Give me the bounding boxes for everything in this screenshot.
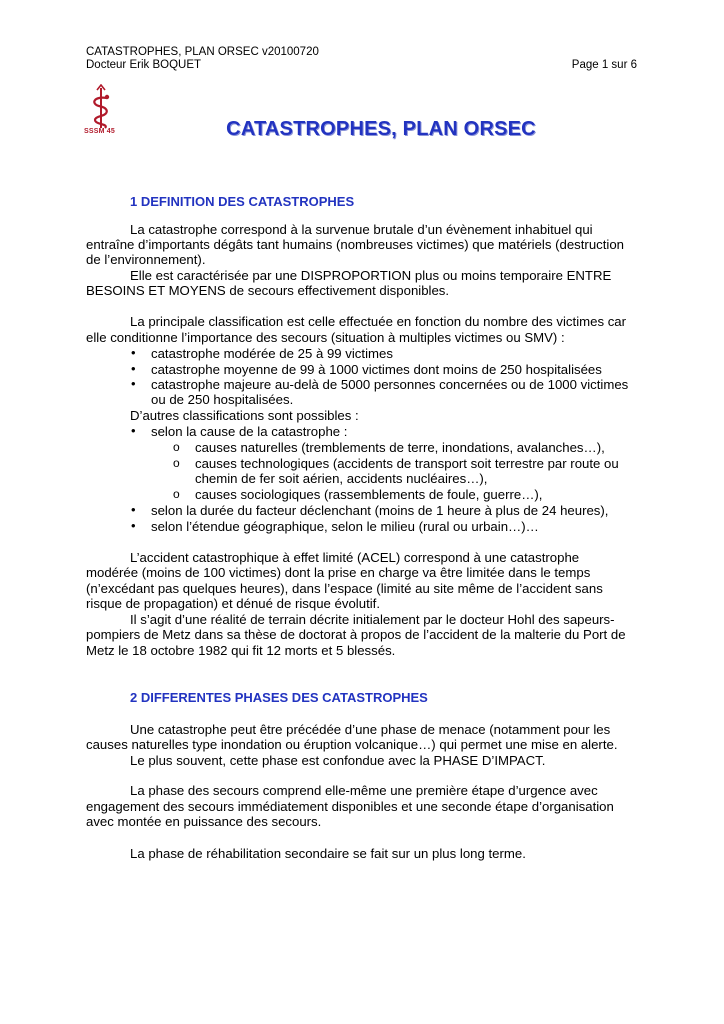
list-item: selon la cause de la catastrophe : bbox=[151, 424, 348, 439]
header-author: Docteur Erik BOQUET bbox=[86, 59, 202, 71]
s1-p1-line1: La catastrophe correspond à la survenue brutale d’un évènement inhabituel qui bbox=[130, 222, 593, 237]
list-item: catastrophe majeure au-delà de 5000 personnes concernées ou de 1000 victimes bbox=[151, 377, 629, 392]
sub-list-item-continuation: chemin de fer soit aérien, accidents nucléaires…), bbox=[195, 471, 488, 486]
header-doc-title: CATASTROPHES, PLAN ORSEC v20100720 bbox=[86, 46, 319, 58]
s2-p3-line3: avec montée en puissance des secours. bbox=[86, 814, 322, 829]
list-item: selon la durée du facteur déclenchant (moins de 1 heure à plus de 24 heures), bbox=[151, 503, 609, 518]
s1-p1-line2: entraîne d’importants dégâts tant humains (nombreuses victimes) que matériels (destruction bbox=[86, 237, 625, 252]
sub-list-item: causes naturelles (tremblements de terre, inondations, avalanches…), bbox=[195, 440, 605, 455]
sub-bullet-circle: o bbox=[173, 456, 180, 470]
bullet-dot: • bbox=[131, 376, 136, 391]
sub-list-item: causes sociologiques (rassemblements de foule, guerre…), bbox=[195, 487, 543, 502]
s1-p4-line4: risque de propagation) et dénué de risque évolutif. bbox=[86, 596, 380, 611]
s2-p1-line1: Une catastrophe peut être précédée d’une phase de menace (notamment pour les bbox=[130, 722, 611, 737]
bullet-dot: • bbox=[131, 361, 136, 376]
s2-p4-line1: La phase de réhabilitation secondaire se fait sur un plus long terme. bbox=[130, 846, 526, 861]
s1-p3-line2: elle conditionne l’importance des secours (situation à multiples victimes ou SMV) : bbox=[86, 330, 565, 345]
bullet-dot: • bbox=[131, 423, 136, 438]
s1-p4-line3: (n’excédant pas quelques heures), dans l’espace (limité au site même de l’accident sans bbox=[86, 581, 603, 596]
logo-text: SSSM 45 bbox=[84, 128, 115, 135]
s1-p2-line1: Elle est caractérisée par une DISPROPORTION plus ou moins temporaire ENTRE bbox=[130, 268, 612, 283]
s2-p1-line2: causes naturelles type inondation ou éruption volcanique…) qui permet une mise en alerte. bbox=[86, 737, 618, 752]
s2-p3-line1: La phase des secours comprend elle-même une première étape d’urgence avec bbox=[130, 783, 598, 798]
sub-bullet-circle: o bbox=[173, 487, 180, 501]
list-item-continuation: ou de 250 hospitalisées. bbox=[151, 392, 294, 407]
page-title: CATASTROPHES, PLAN ORSEC bbox=[226, 118, 536, 140]
s2-p3-line2: engagement des secours immédiatement disponibles et une seconde étape d’organisation bbox=[86, 799, 614, 814]
header-page-number: Page 1 sur 6 bbox=[571, 59, 637, 71]
s1-p3-line1: La principale classification est celle effectuée en fonction du nombre des victimes car bbox=[130, 314, 627, 329]
s1-other-classifications: D’autres classifications sont possibles : bbox=[130, 408, 359, 423]
list-item: selon l’étendue géographique, selon le milieu (rural ou urbain…)… bbox=[151, 519, 539, 534]
bullet-dot: • bbox=[131, 518, 136, 533]
sub-list-item: causes technologiques (accidents de transport soit terrestre par route ou bbox=[195, 456, 619, 471]
s1-p4-line2: modérée (moins de 100 victimes) dont la prise en charge va être limitée dans le temps bbox=[86, 565, 591, 580]
s1-p5-line3: Metz le 18 octobre 1982 qui fit 12 morts et 5 blessés. bbox=[86, 643, 396, 658]
s1-p1-line3: de l’environnement). bbox=[86, 252, 206, 267]
section-heading-2: 2 DIFFERENTES PHASES DES CATASTROPHES bbox=[130, 690, 428, 705]
bullet-dot: • bbox=[131, 345, 136, 360]
list-item: catastrophe moyenne de 99 à 1000 victimes dont moins de 250 hospitalisées bbox=[151, 362, 602, 377]
section-heading-1: 1 DEFINITION DES CATASTROPHES bbox=[130, 194, 355, 209]
sub-bullet-circle: o bbox=[173, 440, 180, 454]
list-item: catastrophe modérée de 25 à 99 victimes bbox=[151, 346, 393, 361]
s1-p4-line1: L’accident catastrophique à effet limité (ACEL) correspond à une catastrophe bbox=[130, 550, 580, 565]
s2-p2-line1: Le plus souvent, cette phase est confondue avec la PHASE D’IMPACT. bbox=[130, 753, 546, 768]
bullet-dot: • bbox=[131, 502, 136, 517]
s1-p5-line2: pompiers de Metz dans sa thèse de doctorat à propos de l’accident de la malterie du Port de bbox=[86, 627, 626, 642]
s1-p2-line2: BESOINS ET MOYENS de secours effectivement disponibles. bbox=[86, 283, 450, 298]
s1-p5-line1: Il s’agit d’une réalité de terrain décrite initialement par le docteur Hohl des sapeurs- bbox=[130, 612, 615, 627]
